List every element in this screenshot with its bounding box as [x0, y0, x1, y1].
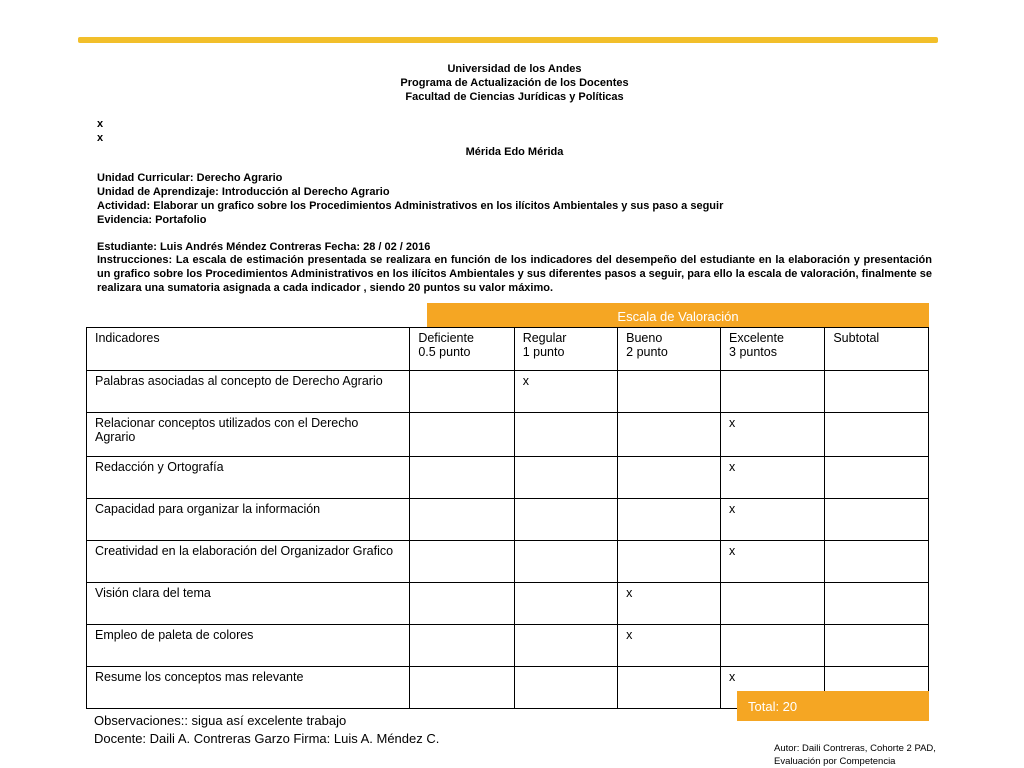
deficiente-cell — [410, 667, 514, 709]
header-bueno — [618, 328, 721, 371]
header-excelente-label: Excelente — [729, 331, 784, 345]
excelente-cell: x — [721, 413, 825, 457]
deficiente-cell — [410, 413, 514, 457]
subtotal-cell — [825, 625, 929, 667]
bueno-cell — [618, 499, 721, 541]
deficiente-cell — [410, 625, 514, 667]
docente-firma: Docente: Daili A. Contreras Garzo Firma: Luis A. Méndez C. — [94, 731, 440, 746]
bueno-cell — [618, 413, 721, 457]
indicator-cell: Redacción y Ortografía — [87, 457, 410, 499]
unidad-aprendizaje: Unidad de Aprendizaje: Introducción al Derecho Agrario — [97, 186, 390, 198]
header-bueno-points: 2 punto — [626, 345, 668, 359]
header-regular — [514, 328, 617, 371]
regular-cell — [514, 625, 617, 667]
header-deficiente-label: Deficiente — [418, 331, 474, 345]
excelente-cell: x — [721, 541, 825, 583]
excelente-cell: x — [721, 499, 825, 541]
evidencia: Evidencia: Portafolio — [97, 214, 207, 226]
deficiente-cell — [410, 583, 514, 625]
faculty-name: Facultad de Ciencias Jurídicas y Políticas — [405, 91, 624, 103]
observations-block — [94, 712, 439, 748]
subtotal-cell — [825, 371, 929, 413]
program-name: Programa de Actualización de los Docentes — [400, 77, 629, 89]
bueno-cell: x — [618, 625, 721, 667]
regular-cell: x — [514, 371, 617, 413]
subtotal-cell — [825, 499, 929, 541]
subtotal-cell — [825, 583, 929, 625]
location: Mérida Edo Mérida — [465, 146, 564, 158]
scale-banner: Escala de Valoración — [427, 303, 929, 327]
table-row — [87, 499, 929, 541]
observaciones: Observaciones:: sigua así excelente trabajo — [94, 713, 347, 728]
header-excelente — [721, 328, 825, 371]
deficiente-cell — [410, 541, 514, 583]
header-regular-points: 1 punto — [522, 345, 565, 359]
table-row — [87, 541, 929, 583]
excelente-cell: x — [721, 667, 825, 709]
total-badge: Total: 20 — [737, 691, 929, 721]
regular-cell — [514, 457, 617, 499]
indicator-cell: Palabras asociadas al concepto de Derecho Agrario — [87, 371, 410, 413]
regular-cell — [514, 667, 617, 709]
author-note — [774, 742, 936, 768]
subtotal-cell — [825, 457, 929, 499]
header-subtotal: Subtotal — [825, 328, 929, 371]
header-deficiente-points: 0.5 punto — [418, 345, 471, 359]
bueno-cell: x — [618, 583, 721, 625]
regular-cell — [514, 541, 617, 583]
estudiante: Estudiante: Luis Andrés Méndez Contreras Fecha: 28 / 02 / 2016 — [97, 241, 431, 253]
table-row — [87, 413, 929, 457]
mark-x-2: x — [97, 132, 104, 144]
bueno-cell — [618, 457, 721, 499]
regular-cell — [514, 413, 617, 457]
subtotal-cell — [825, 413, 929, 457]
regular-cell — [514, 499, 617, 541]
university-name: Universidad de los Andes — [447, 63, 582, 75]
indicator-cell: Capacidad para organizar la información — [87, 499, 410, 541]
bueno-cell — [618, 371, 721, 413]
excelente-cell: x — [721, 457, 825, 499]
indicator-cell: Resume los conceptos mas relevante — [87, 667, 410, 709]
evaluation-table — [86, 327, 929, 709]
excelente-cell — [721, 625, 825, 667]
table-row — [87, 583, 929, 625]
table-row — [87, 371, 929, 413]
indicator-cell: Creatividad en la elaboración del Organizador Grafico — [87, 541, 410, 583]
indicator-cell: Visión clara del tema — [87, 583, 410, 625]
excelente-cell — [721, 583, 825, 625]
table-header-row — [87, 328, 929, 371]
deficiente-cell — [410, 457, 514, 499]
table-row — [87, 457, 929, 499]
deficiente-cell — [410, 371, 514, 413]
header-bueno-label: Bueno — [626, 331, 663, 345]
header-regular-label: Regular — [522, 331, 567, 345]
table-row — [87, 625, 929, 667]
instrucciones: Instrucciones: La escala de estimación presentada se realizara en función de los indicadores del desempeño del estudiante en la elaboración y presentación un grafico sobre los Procedimientos Administrativos en los ilícitos Ambientales y sus diferentes pasos a seguir, para ello la escala de valoración, finalmente se realizara una sumatoria asignada a cada indicador , siendo 20 puntos su valor máximo. — [97, 254, 932, 294]
header-deficiente — [410, 328, 514, 371]
top-accent-bar — [78, 37, 938, 43]
excelente-cell — [721, 371, 825, 413]
actividad: Actividad: Elaborar un grafico sobre los Procedimientos Administrativos en los ilícitos Ambientales y sus paso a seguir — [97, 200, 724, 212]
unidad-curricular: Unidad Curricular: Derecho Agrario — [97, 172, 283, 184]
header-excelente-points: 3 puntos — [729, 345, 777, 359]
header-indicadores: Indicadores — [87, 328, 410, 371]
mark-x-1: x — [97, 118, 104, 130]
subtotal-cell — [825, 541, 929, 583]
bueno-cell — [618, 667, 721, 709]
author-line-1: Autor: Daili Contreras, Cohorte 2 PAD, — [774, 743, 936, 754]
author-line-2: Evaluación por Competencia — [774, 756, 896, 767]
indicator-cell: Empleo de paleta de colores — [87, 625, 410, 667]
bueno-cell — [618, 541, 721, 583]
deficiente-cell — [410, 499, 514, 541]
indicator-cell: Relacionar conceptos utilizados con el Derecho Agrario — [87, 413, 410, 457]
regular-cell — [514, 583, 617, 625]
